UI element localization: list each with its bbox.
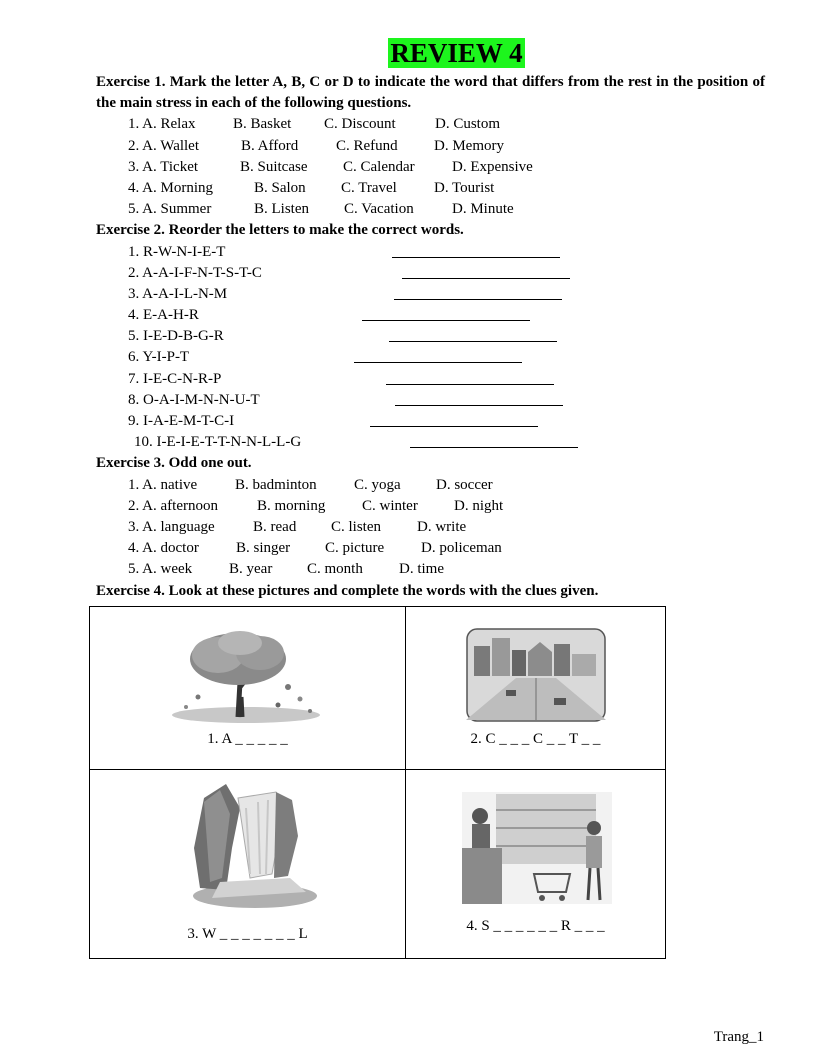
ex2-answer-blank[interactable] xyxy=(354,362,522,363)
exercise-3-questions xyxy=(96,475,765,581)
ex2-scrambled-word: 8. O-A-I-M-N-N-U-T xyxy=(128,391,260,408)
ex2-item-7 xyxy=(96,369,765,390)
ex1-q1-option-a[interactable]: 1. A. Relax xyxy=(128,116,196,133)
ex3-question-5 xyxy=(96,559,765,580)
ex1-question-1 xyxy=(96,114,765,135)
ex1-q5-option-b[interactable]: B. Listen xyxy=(254,201,309,218)
ex3-question-1 xyxy=(96,475,765,496)
ex2-item-9 xyxy=(96,411,765,432)
page-title: REVIEW 4 xyxy=(390,38,523,68)
ex2-answer-blank[interactable] xyxy=(395,405,563,406)
exercise-3-heading: Exercise 3. Odd one out. xyxy=(96,455,252,472)
exercise-4-heading: Exercise 4. Look at these pictures and complete the words with the clues given. xyxy=(96,582,599,599)
ex2-item-3 xyxy=(96,284,765,305)
ex1-q1-option-d[interactable]: D. Custom xyxy=(435,116,501,133)
ex2-scrambled-word: 10. I-E-I-E-T-T-N-N-L-L-G xyxy=(134,434,302,451)
ex3-q1-option-c[interactable]: C. yoga xyxy=(354,476,401,493)
ex2-item-4 xyxy=(96,305,765,326)
exercise-1-heading: Exercise 1. Mark the letter A, B, C or D to indicate the word that differs from the rest in the position of the main stress in each of the following questions. xyxy=(96,74,765,112)
ex3-q4-option-a[interactable]: 4. A. doctor xyxy=(128,540,199,557)
ex3-q5-option-c[interactable]: C. month xyxy=(307,561,363,578)
ex2-answer-blank[interactable] xyxy=(362,320,530,321)
waterfall-icon xyxy=(180,778,320,910)
ex2-answer-blank[interactable] xyxy=(402,278,570,279)
ex2-scrambled-word: 5. I-E-D-B-G-R xyxy=(128,328,224,345)
clue-4: 4. S _ _ _ _ _ _ R _ _ _ xyxy=(466,918,605,934)
ex2-item-1 xyxy=(96,242,765,263)
exercise-2-heading: Exercise 2. Reorder the letters to make the correct words. xyxy=(96,222,464,239)
ex3-q2-option-b[interactable]: B. morning xyxy=(257,497,326,514)
ex3-q3-option-b[interactable]: B. read xyxy=(253,519,297,535)
ex2-scrambled-word: 9. I-A-E-M-T-C-I xyxy=(128,413,235,430)
ex3-q1-option-a[interactable]: 1. A. native xyxy=(128,476,198,493)
ex3-q5-option-d[interactable]: D. time xyxy=(399,561,444,578)
ex1-q4-option-c[interactable]: C. Travel xyxy=(341,179,397,196)
ex3-question-2 xyxy=(96,496,765,517)
ex1-question-4 xyxy=(96,178,765,199)
ex1-q3-option-b[interactable]: B. Suitcase xyxy=(240,158,308,175)
ex1-q3-option-a[interactable]: 3. A. Ticket xyxy=(128,158,199,175)
picture-grid xyxy=(89,606,666,959)
ex2-item-10 xyxy=(96,432,765,453)
clue-1: 1. A _ _ _ _ _ xyxy=(207,731,288,747)
clue-2: 2. C _ _ _ C _ _ T _ _ xyxy=(470,731,601,747)
ex3-q2-option-a[interactable]: 2. A. afternoon xyxy=(128,497,218,514)
ex1-q2-option-d[interactable]: D. Memory xyxy=(434,137,504,154)
ex1-q5-option-a[interactable]: 5. A. Summer xyxy=(128,201,212,218)
ex2-scrambled-word: 4. E-A-H-R xyxy=(128,307,199,324)
ex1-question-5 xyxy=(96,199,765,220)
picture-cell-1 xyxy=(90,607,406,770)
ex3-q2-option-d[interactable]: D. night xyxy=(454,497,504,514)
ex2-answer-blank[interactable] xyxy=(392,257,560,258)
ex2-scrambled-word: 6. Y-I-P-T xyxy=(128,349,190,366)
ex1-q3-option-d[interactable]: D. Expensive xyxy=(452,158,533,175)
picture-cell-3 xyxy=(90,770,406,959)
ex3-question-4 xyxy=(96,538,765,559)
supermarket-icon xyxy=(462,792,612,906)
ex2-item-5 xyxy=(96,326,765,347)
city-square-icon xyxy=(466,628,606,722)
ex1-q2-option-b[interactable]: B. Afford xyxy=(241,137,299,154)
ex3-q2-option-c[interactable]: C. winter xyxy=(362,497,418,514)
ex3-q1-option-b[interactable]: B. badminton xyxy=(235,476,317,493)
ex1-q5-option-d[interactable]: D. Minute xyxy=(452,201,514,218)
ex3-q4-option-b[interactable]: B. singer xyxy=(236,540,291,557)
ex1-q4-option-b[interactable]: B. Salon xyxy=(254,179,306,196)
ex3-q5-option-b[interactable]: B. year xyxy=(229,561,273,578)
exercise-1-questions xyxy=(96,114,765,220)
ex2-item-6 xyxy=(96,347,765,368)
ex1-q1-option-c[interactable]: C. Discount xyxy=(324,116,396,133)
worksheet-page xyxy=(96,38,765,602)
autumn-tree-icon xyxy=(168,627,328,727)
ex1-question-2 xyxy=(96,136,765,157)
ex3-q4-option-c[interactable]: C. picture xyxy=(325,540,385,557)
clue-3: 3. W _ _ _ _ _ _ _ L xyxy=(187,926,308,942)
ex2-answer-blank[interactable] xyxy=(410,447,578,448)
ex1-q2-option-c[interactable]: C. Refund xyxy=(336,137,398,154)
picture-cell-4 xyxy=(406,770,666,959)
ex2-scrambled-word: 7. I-E-C-N-R-P xyxy=(128,370,222,387)
ex2-scrambled-word: 1. R-W-N-I-E-T xyxy=(128,243,226,260)
ex2-scrambled-word: 3. A-A-I-L-N-M xyxy=(128,285,228,302)
exercise-2-items xyxy=(96,242,765,454)
ex2-answer-blank[interactable] xyxy=(394,299,562,300)
ex1-q3-option-c[interactable]: C. Calendar xyxy=(343,158,415,175)
ex1-q5-option-c[interactable]: C. Vacation xyxy=(344,201,414,218)
ex1-q1-option-b[interactable]: B. Basket xyxy=(233,116,292,133)
page-footer: Trang_1 xyxy=(713,1029,764,1045)
ex1-q2-option-a[interactable]: 2. A. Wallet xyxy=(128,137,200,154)
ex3-question-3 xyxy=(96,517,765,538)
ex3-q5-option-a[interactable]: 5. A. week xyxy=(128,561,193,578)
ex3-q3-option-c[interactable]: C. listen xyxy=(331,519,382,535)
ex2-item-2 xyxy=(96,263,765,284)
ex3-q4-option-d[interactable]: D. policeman xyxy=(421,540,502,557)
ex2-item-8 xyxy=(96,390,765,411)
ex2-answer-blank[interactable] xyxy=(386,384,554,385)
ex1-q4-option-a[interactable]: 4. A. Morning xyxy=(128,179,214,196)
ex3-q3-option-a[interactable]: 3. A. language xyxy=(128,519,215,535)
ex2-scrambled-word: 2. A-A-I-F-N-T-S-T-C xyxy=(128,264,262,281)
ex3-q3-option-d[interactable]: D. write xyxy=(417,519,467,535)
ex1-q4-option-d[interactable]: D. Tourist xyxy=(434,179,495,196)
ex2-answer-blank[interactable] xyxy=(389,341,557,342)
picture-cell-2 xyxy=(406,607,666,770)
ex3-q1-option-d[interactable]: D. soccer xyxy=(436,476,493,493)
ex2-answer-blank[interactable] xyxy=(370,426,538,427)
ex1-question-3 xyxy=(96,157,765,178)
